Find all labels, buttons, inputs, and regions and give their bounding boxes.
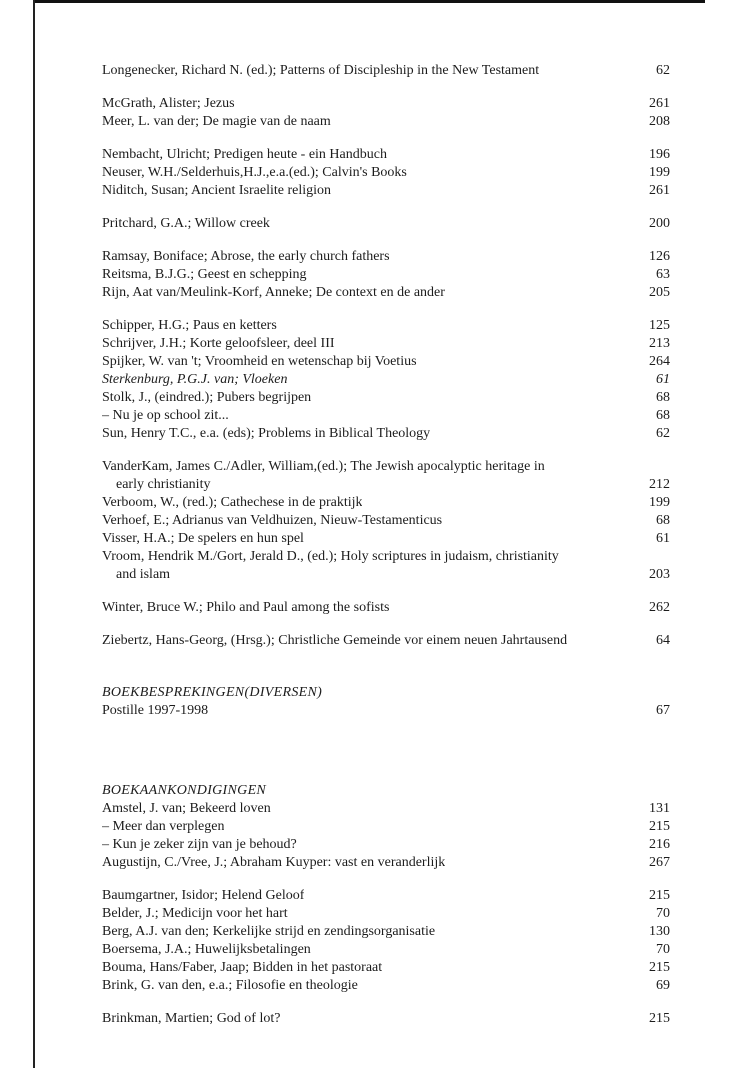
entry-title: Nembacht, Ulricht; Predigen heute - ein Handbuch (102, 147, 387, 162)
entry-page: 213 (649, 336, 670, 351)
entry-title (102, 548, 599, 584)
index-entry (102, 62, 670, 80)
review-index (102, 62, 670, 650)
scan-border-left (33, 0, 35, 1068)
group-gap (102, 872, 670, 887)
entry-title: – Nu je op school zit... (102, 408, 229, 423)
index-entry (102, 371, 670, 389)
entry-page: 63 (656, 267, 670, 282)
entry-title: Brinkman, Martien; God of lot? (102, 1011, 281, 1026)
entry-page: 215 (649, 888, 670, 903)
entry-page: 199 (649, 495, 670, 510)
group-gap (102, 584, 670, 599)
index-entry (102, 266, 670, 284)
entry-page: 68 (656, 513, 670, 528)
entry-title: Verhoef, E.; Adrianus van Veldhuizen, Nieuw-Testamenticus (102, 513, 443, 528)
entry-page: 68 (656, 408, 670, 423)
entry-title: Pritchard, G.A.; Willow creek (102, 216, 270, 231)
entry-page: 62 (656, 426, 670, 441)
index-entry (102, 284, 670, 302)
group-gap (102, 617, 670, 632)
index-entry (102, 959, 670, 977)
entry-page: 199 (649, 165, 670, 180)
entry-page: 205 (649, 285, 670, 300)
entry-title: Ziebertz, Hans-Georg, (Hrsg.); Christliche Gemeinde vor einem neuen Jahrtausend (102, 633, 568, 648)
index-entry (102, 1010, 670, 1028)
entry-title: Verboom, W., (red.); Cathechese in de praktijk (102, 495, 363, 510)
index-page (102, 62, 670, 1028)
index-entry (102, 182, 670, 200)
entry-page: 261 (649, 183, 670, 198)
entry-page: 70 (656, 906, 670, 921)
index-entry (102, 854, 670, 872)
index-entry (102, 923, 670, 941)
entry-title: Augustijn, C./Vree, J.; Abraham Kuyper: vast en veranderlijk (102, 855, 446, 870)
entry-page: 61 (656, 531, 670, 546)
entry-title: Stolk, J., (eindred.); Pubers begrijpen (102, 390, 312, 405)
index-entry (102, 248, 670, 266)
entry-title-line: VanderKam, James C./Adler, William,(ed.); The Jewish apocalyptic heritage in (102, 459, 545, 474)
group-gap (102, 80, 670, 95)
entry-page: 215 (649, 1011, 670, 1026)
entry-page: 62 (656, 63, 670, 78)
index-entry (102, 512, 670, 530)
entry-page: 203 (649, 567, 670, 582)
entry-title: Winter, Bruce W.; Philo and Paul among the sofists (102, 600, 390, 615)
aankondigingen-section (102, 782, 670, 1028)
index-entry (102, 335, 670, 353)
entry-title: Baumgartner, Isidor; Helend Geloof (102, 888, 305, 903)
entry-title (102, 458, 585, 494)
entry-title-continuation: and islam (116, 567, 171, 582)
section-heading: BOEKBESPREKINGEN(DIVERSEN) (102, 685, 323, 700)
entry-page: 261 (649, 96, 670, 111)
entry-title: – Meer dan verplegen (102, 819, 225, 834)
entry-page: 208 (649, 114, 670, 129)
entry-page: 267 (649, 855, 670, 870)
entry-page: 196 (649, 147, 670, 162)
entry-title: Brink, G. van den, e.a.; Filosofie en theologie (102, 978, 358, 993)
index-entry (102, 458, 670, 494)
index-entry (102, 164, 670, 182)
entry-title: McGrath, Alister; Jezus (102, 96, 235, 111)
index-entry (102, 818, 670, 836)
entry-title: Boersema, J.A.; Huwelijksbetalingen (102, 942, 311, 957)
entry-page: 69 (656, 978, 670, 993)
index-entry (102, 548, 670, 584)
entry-title: Bouma, Hans/Faber, Jaap; Bidden in het pastoraat (102, 960, 383, 975)
entry-title: Ramsay, Boniface; Abrose, the early church fathers (102, 249, 390, 264)
entry-title: Reitsma, B.J.G.; Geest en schepping (102, 267, 307, 282)
entry-title: Neuser, W.H./Selderhuis,H.J.,e.a.(ed.); Calvin's Books (102, 165, 407, 180)
index-entry (102, 887, 670, 905)
index-entry (102, 407, 670, 425)
entry-title: Amstel, J. van; Bekeerd loven (102, 801, 271, 816)
scan-border-top (33, 0, 705, 3)
index-entry (102, 425, 670, 443)
index-entry (102, 95, 670, 113)
entry-page: 125 (649, 318, 670, 333)
entry-title: Rijn, Aat van/Meulink-Korf, Anneke; De context en de ander (102, 285, 445, 300)
entry-page: 131 (649, 801, 670, 816)
entry-title: Niditch, Susan; Ancient Israelite religion (102, 183, 332, 198)
entry-page: 61 (656, 372, 670, 387)
entry-page: 70 (656, 942, 670, 957)
entry-title-continuation: early christianity (116, 477, 211, 492)
index-entry (102, 146, 670, 164)
diversen-section (102, 684, 670, 720)
entry-title: Longenecker, Richard N. (ed.); Patterns of Discipleship in the New Testament (102, 63, 540, 78)
index-entry (102, 113, 670, 131)
section-heading: BOEKAANKONDIGINGEN (102, 783, 267, 798)
group-gap (102, 995, 670, 1010)
entry-title: Schrijver, J.H.; Korte geloofsleer, deel III (102, 336, 335, 351)
index-entry (102, 530, 670, 548)
group-gap (102, 233, 670, 248)
index-entry (102, 317, 670, 335)
index-entry (102, 215, 670, 233)
index-entry (102, 389, 670, 407)
group-gap (102, 200, 670, 215)
index-entry (102, 599, 670, 617)
entry-page: 212 (649, 477, 670, 492)
entry-title: Visser, H.A.; De spelers en hun spel (102, 531, 304, 546)
entry-title: Berg, A.J. van den; Kerkelijke strijd en zendingsorganisatie (102, 924, 436, 939)
entry-page: 68 (656, 390, 670, 405)
entry-title: Belder, J.; Medicijn voor het hart (102, 906, 288, 921)
index-entry (102, 702, 670, 720)
index-entry (102, 836, 670, 854)
entry-page: 262 (649, 600, 670, 615)
entry-page: 215 (649, 819, 670, 834)
section-gap (102, 650, 670, 684)
entry-title: Sterkenburg, P.G.J. van; Vloeken (102, 372, 288, 387)
entry-page: 215 (649, 960, 670, 975)
entry-title-line: Vroom, Hendrik M./Gort, Jerald D., (ed.); Holy scriptures in judaism, christianity (102, 549, 559, 564)
entry-title: Spijker, W. van 't; Vroomheid en wetenschap bij Voetius (102, 354, 417, 369)
index-entry (102, 494, 670, 512)
index-entry (102, 800, 670, 818)
index-entry (102, 977, 670, 995)
entry-title: Sun, Henry T.C., e.a. (eds); Problems in Biblical Theology (102, 426, 431, 441)
entry-page: 64 (656, 633, 670, 648)
entry-title: – Kun je zeker zijn van je behoud? (102, 837, 297, 852)
index-entry (102, 632, 670, 650)
entry-title: Postille 1997-1998 (102, 703, 209, 718)
index-entry (102, 941, 670, 959)
entry-page: 126 (649, 249, 670, 264)
entry-page: 130 (649, 924, 670, 939)
entry-page: 200 (649, 216, 670, 231)
entry-title: Schipper, H.G.; Paus en ketters (102, 318, 277, 333)
entry-page: 216 (649, 837, 670, 852)
group-gap (102, 302, 670, 317)
entry-page: 67 (656, 703, 670, 718)
index-entry (102, 905, 670, 923)
index-entry (102, 353, 670, 371)
entry-page: 264 (649, 354, 670, 369)
group-gap (102, 443, 670, 458)
section-gap (102, 720, 670, 782)
entry-title: Meer, L. van der; De magie van de naam (102, 114, 331, 129)
group-gap (102, 131, 670, 146)
